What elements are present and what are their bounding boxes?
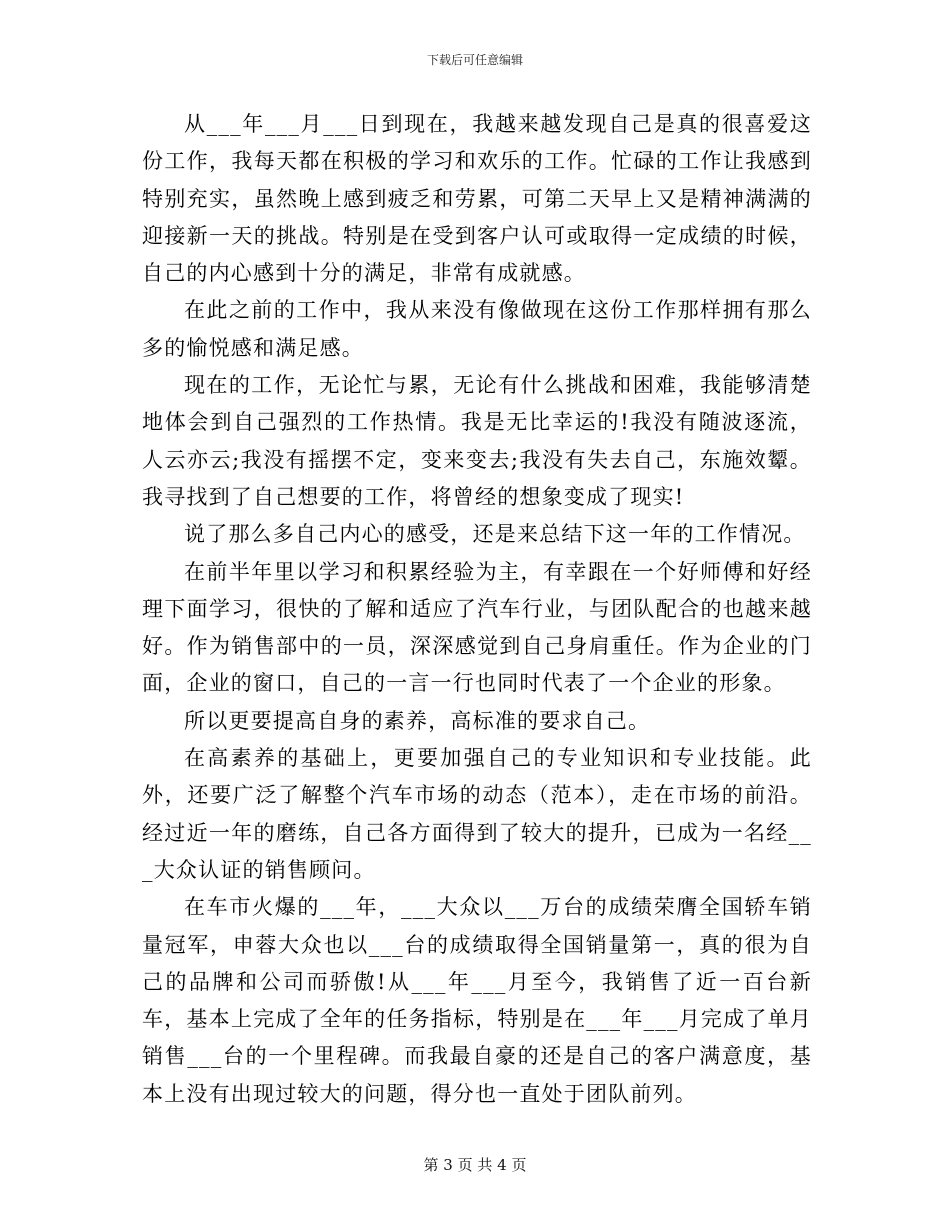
page-header: 下载后可任意编辑 [426,53,523,67]
page-footer: 第 3 页 共 4 页 [423,1156,527,1174]
paragraph: 在此之前的工作中，我从来没有像做现在这份工作那样拥有那么多的愉悦感和满足感。 [142,298,812,360]
paragraph: 说了那么多自己内心的感受，还是来总结下这一年的工作情况。 [184,522,806,547]
paragraph: 从___年___月___日到现在，我越来越发现自己是真的很喜爱这份工作，我每天都在积极的学习和欢乐的工作。忙碌的工作让我感到特别充实，虽然晚上感到疲乏和劳累，可第二天早上又是精神满满的迎接新一天的挑战。特别是在受到客户认可或取得一定成绩的时候，自己的内心感到十分的满足，非常有成就感。 [142,112,812,286]
paragraph: 所以更要提高自身的素养，高标准的要求自己。 [184,708,651,733]
paragraph: 在车市火爆的___年，___大众以___万台的成绩荣膺全国轿车销量冠军，申蓉大众也以___台的成绩取得全国销量第一，真的很为自己的品牌和公司而骄傲!从___年___月至今，我销售了近一百台新车，基本上完成了全年的任务指标，特别是在___年___月完成了单月销售___台的一个里程碑。而我最自豪的还是自己的客户满意度，基本上没有出现过较大的问题，得分也一直处于团队前列。 [142,895,812,1106]
document-body [142,106,812,1113]
paragraph: 现在的工作，无论忙与累，无论有什么挑战和困难，我能够清楚地体会到自己强烈的工作热情。我是无比幸运的!我没有随波逐流，人云亦云;我没有摇摆不定，变来变去;我没有失去自己，东施效颦。我寻找到了自己想要的工作，将曾经的想象变成了现实! [142,373,812,509]
paragraph: 在前半年里以学习和积累经验为主，有幸跟在一个好师傅和好经理下面学习，很快的了解和适应了汽车行业，与团队配合的也越来越好。作为销售部中的一员，深深感觉到自己身肩重任。作为企业的门面，企业的窗口，自己的一言一行也同时代表了一个企业的形象。 [142,559,812,696]
paragraph: 在高素养的基础上，更要加强自己的专业知识和专业技能。此外，还要广泛了解整个汽车市场的动态（范本），走在市场的前沿。经过近一年的磨练，自己各方面得到了较大的提升，已成为一名经___大众认证的销售顾问。 [142,746,812,882]
